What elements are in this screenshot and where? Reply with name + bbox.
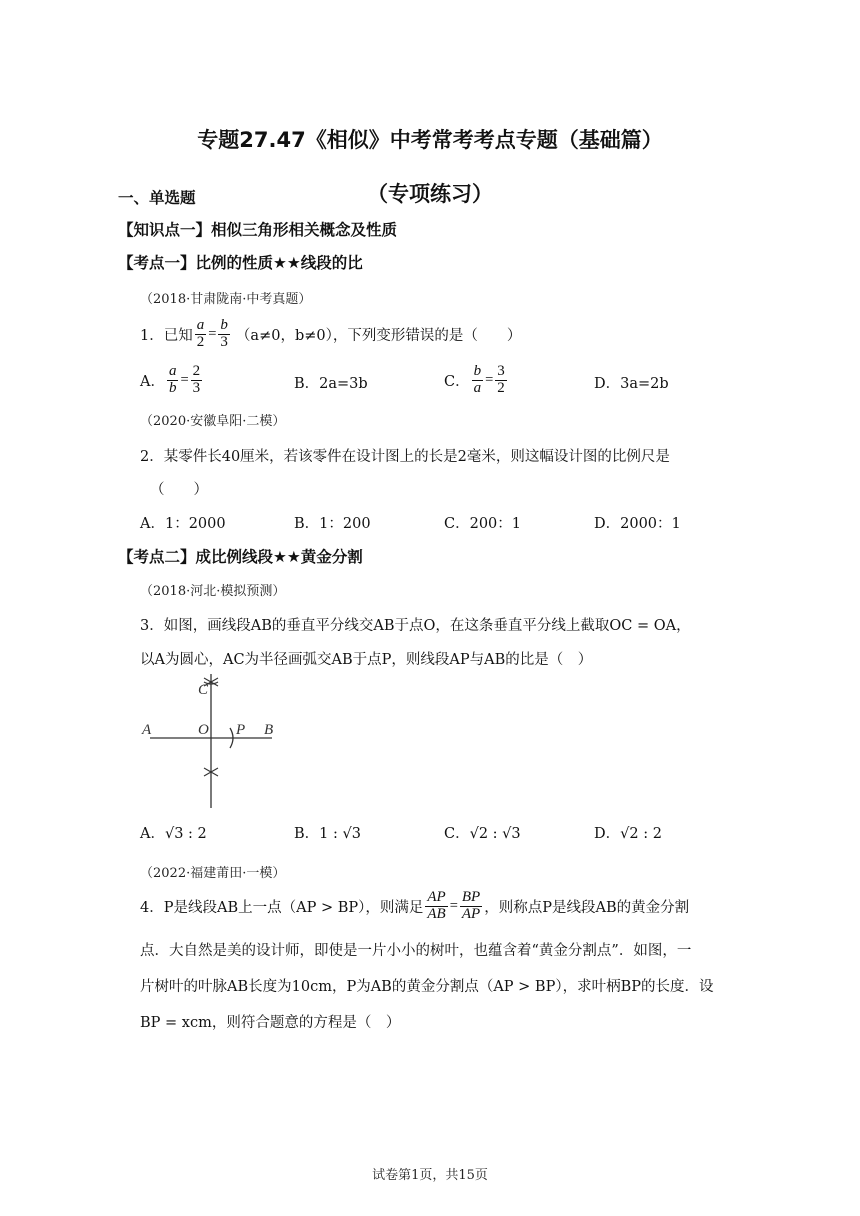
q3-label-c: C	[198, 682, 209, 698]
kaodian-2-heading: 【考点二】成比例线段★★黄金分割	[118, 548, 363, 566]
kaodian-1-heading: 【考点一】比例的性质★★线段的比	[118, 254, 363, 272]
q4-line-2: 点．大自然是美的设计师，即使是一片小小的树叶，也蕴含着“黄金分割点”．如图，一	[140, 943, 692, 959]
q3-source: （2018·河北·模拟预测）	[140, 584, 286, 599]
q3-line-2: 以A为圆心，AC为半径画弧交AB于点P，则线段AP与AB的比是（ ）	[140, 652, 593, 668]
q1-number: 1．已知	[140, 327, 193, 344]
q1-source: （2018·甘肃陇南·中考真题）	[140, 292, 312, 307]
q2-stem: 2．某零件长40厘米，若该零件在设计图上的长是2毫米，则这幅设计图的比例尺是	[140, 449, 670, 465]
q3-option-d[interactable]: D．√2 : 2	[594, 826, 662, 842]
q2-source: （2020·安徽阜阳·二模）	[140, 414, 286, 429]
q1-option-d[interactable]: D．3a=2b	[594, 376, 669, 392]
q3-label-p: P	[236, 722, 246, 738]
q1-frac-b-3: $\frac{b}{3}$	[220, 317, 228, 350]
q3-option-b[interactable]: B．1 : √3	[294, 826, 361, 842]
q3-label-b: B	[264, 722, 274, 738]
q2-option-d[interactable]: D．2000：1	[594, 516, 681, 532]
q4-source: （2022·福建莆田·一模）	[140, 866, 286, 881]
q4-frac-ap-ab: $\frac{AP}{AB}$	[427, 889, 446, 922]
section-heading: 一、单选题	[118, 189, 196, 207]
page-footer: 试卷第1页，共15页	[372, 1168, 488, 1183]
title-line-2: （专项练习）	[367, 182, 493, 206]
q1-option-c[interactable]: C． $\frac{b}{a}$ = $\frac{3}{2}$	[444, 363, 505, 396]
q3-option-c[interactable]: C．√2 : √3	[444, 826, 521, 842]
q1-option-b[interactable]: B．2a=3b	[294, 376, 368, 392]
q2-option-b[interactable]: B．1：200	[294, 516, 371, 532]
q1-stem: 1．已知 $\frac{a}{2}$ = $\frac{b}{3}$ （a≠0，b≠0），下列变形错误的是（ ）	[140, 317, 522, 350]
title-line-1: 专题27.47《相似》中考常考考点专题（基础篇）	[197, 128, 663, 152]
q4-frac-bp-ap: $\frac{BP}{AP}$	[461, 889, 481, 922]
q3-label-o: O	[198, 722, 209, 738]
q4-line-3: 片树叶的叶脉AB长度为10cm，P为AB的黄金分割点（AP > BP），求叶柄BP的长度．设	[140, 979, 714, 995]
q3-label-a: A	[142, 722, 152, 738]
q1-option-a[interactable]: A． $\frac{a}{b}$ = $\frac{2}{3}$	[140, 363, 201, 396]
q1-condition: （a≠0，b≠0），下列变形错误的是（ ）	[235, 327, 522, 344]
q4-line-4: BP = xcm，则符合题意的方程是（ ）	[140, 1015, 401, 1031]
q3-option-a[interactable]: A．√3 : 2	[140, 826, 207, 842]
q2-option-c[interactable]: C．200：1	[444, 516, 521, 532]
q3-figure	[140, 672, 290, 812]
q4-line-1: 4．P是线段AB上一点（AP > BP），则满足 $\frac{AP}{AB}$ = $\frac{BP}{AP}$ ，则称点P是线段AB的黄金分割	[140, 889, 690, 922]
q2-option-a[interactable]: A．1：2000	[140, 516, 226, 532]
q1-frac-a-2: $\frac{a}{2}$	[196, 317, 205, 350]
q3-line-1: 3．如图，画线段AB的垂直平分线交AB于点O，在这条垂直平分线上截取OC = OA，	[140, 618, 691, 634]
knowledge-heading: 【知识点一】相似三角形相关概念及性质	[118, 221, 398, 239]
q2-answer-paren: （ ）	[150, 482, 208, 498]
page-title	[0, 124, 860, 154]
